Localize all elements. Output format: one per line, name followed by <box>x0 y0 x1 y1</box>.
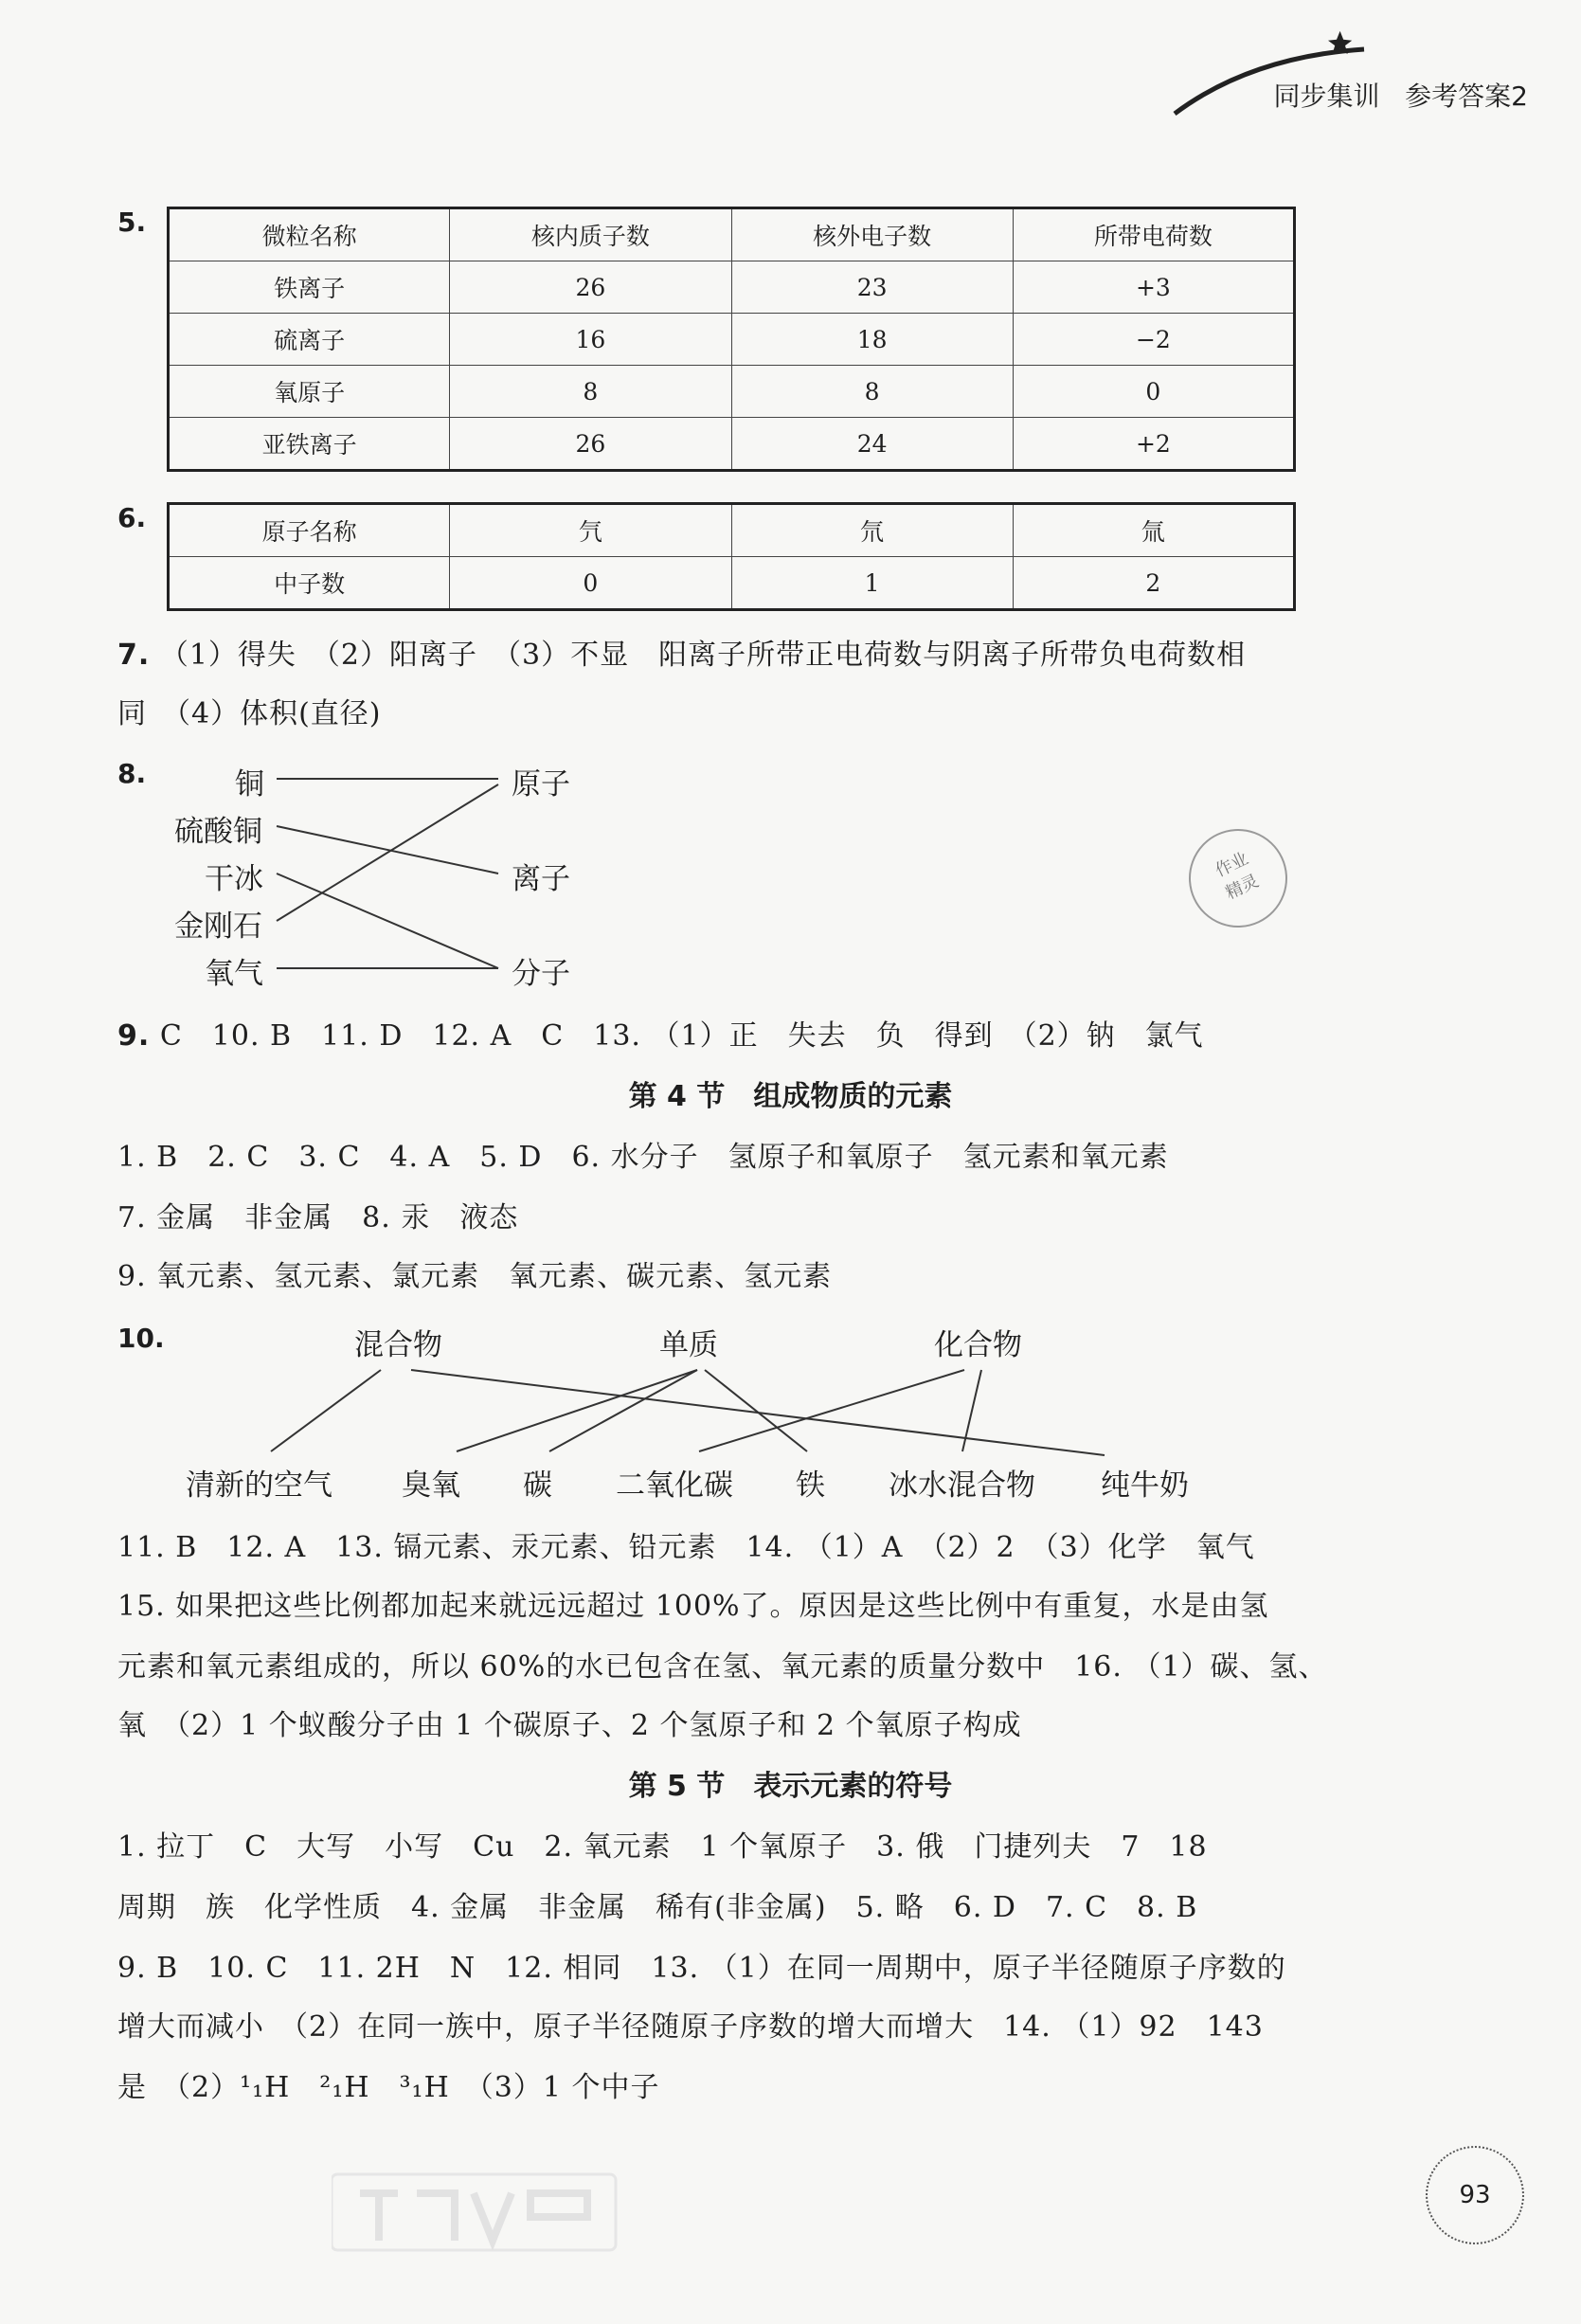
table-header-cell: 所带电荷数 <box>1013 208 1294 261</box>
table-cell: 8 <box>450 366 731 418</box>
table-cell: 氕 <box>450 504 731 557</box>
q5-number: 5. <box>117 207 147 238</box>
s5-line3: 9. B 10. C 11. 2H N 12. 相同 13. （1）在同一周期中，原子半径随原子序数的 <box>117 1952 1286 1985</box>
s4b-line2: 15. 如果把这些比例都加起来就远远超过 100%了。原因是这些比例中有重复，水是由氢 <box>117 1590 1269 1623</box>
table-cell: 1 <box>731 557 1013 610</box>
table-cell: 氚 <box>1013 504 1294 557</box>
s5-line2: 周期 族 化学性质 4. 金属 非金属 稀有(非金属) 5. 略 6. D 7. C 8. B <box>117 1891 1198 1924</box>
table-cell: 氘 <box>731 504 1013 557</box>
q7-text: （1）得失 （2）阳离子 （3）不显 阳离子所带正电荷数与阴离子所带负电荷数相 <box>159 639 1247 672</box>
s4-line3: 9. 氧元素、氢元素、氯元素 氧元素、碳元素、氢元素 <box>117 1260 833 1293</box>
q10-category: 单质 <box>659 1328 718 1362</box>
watermark-logo <box>332 2165 644 2260</box>
match-line <box>457 1370 697 1451</box>
table-cell: 2 <box>1013 557 1294 610</box>
homework-stamp: 作业 精灵 <box>1173 813 1303 944</box>
table-cell: 中子数 <box>169 557 450 610</box>
table-cell: 23 <box>731 261 1013 314</box>
page-number: 93 <box>1426 2146 1524 2244</box>
q10-item: 二氧化碳 <box>616 1468 733 1503</box>
q10-category: 化合物 <box>934 1328 1022 1362</box>
table-cell: 铁离子 <box>169 261 450 314</box>
table-cell: 16 <box>450 314 731 366</box>
table-cell: +2 <box>1013 418 1294 471</box>
s5-line5: 是 （2）¹₁H ²₁H ³₁H （3）1 个中子 <box>117 2071 660 2104</box>
table-header-cell: 核内质子数 <box>450 208 731 261</box>
q8-number: 8. <box>117 758 147 789</box>
q10-item: 纯牛奶 <box>1101 1468 1189 1503</box>
table-cell: −2 <box>1013 314 1294 366</box>
table-header-cell: 核外电子数 <box>731 208 1013 261</box>
q10-item: 碳 <box>523 1468 552 1503</box>
header-section: 参考答案2 <box>1405 81 1528 112</box>
table-header-cell: 微粒名称 <box>169 208 450 261</box>
section-5-title: 第 5 节 表示元素的符号 <box>628 1770 953 1803</box>
table-cell: 氧原子 <box>169 366 450 418</box>
q6-number: 6. <box>117 502 147 533</box>
s4-line2: 7. 金属 非金属 8. 汞 液态 <box>117 1201 519 1234</box>
s4b-line4: 氧 （2）1 个蚁酸分子由 1 个碳原子、2 个氢原子和 2 个氧原子构成 <box>117 1709 1022 1742</box>
q8-right-item: 分子 <box>512 957 570 991</box>
table-cell: 亚铁离子 <box>169 418 450 471</box>
table-cell: 18 <box>731 314 1013 366</box>
q10-item: 冰水混合物 <box>889 1468 1035 1503</box>
s5-line1: 1. 拉丁 C 大写 小写 Cu 2. 氧元素 1 个氧原子 3. 俄 门捷列夫 7 18 <box>117 1830 1208 1864</box>
s4-line1: 1. B 2. C 3. C 4. A 5. D 6. 水分子 氢原子和氧原子 氢元素和氧元素 <box>117 1141 1169 1174</box>
q8-left-item: 氧气 <box>205 957 263 991</box>
table-cell: 原子名称 <box>169 504 450 557</box>
table-cell: 0 <box>1013 366 1294 418</box>
table-cell: +3 <box>1013 261 1294 314</box>
s4b-line3: 元素和氧元素组成的，所以 60%的水已包含在氢、氧元素的质量分数中 16. （1）碳、氢、 <box>117 1650 1328 1684</box>
table-cell: 硫离子 <box>169 314 450 366</box>
q8-right-item: 离子 <box>512 862 570 896</box>
q10-item: 清新的空气 <box>186 1468 332 1503</box>
q7-line1: 7. （1）得失 （2）阳离子 （3）不显 阳离子所带正电荷数与阴离子所带负电荷数相 <box>117 639 1247 672</box>
q10-item: 臭氧 <box>402 1468 460 1503</box>
q8-left-item: 干冰 <box>205 862 263 896</box>
table-cell: 0 <box>450 557 731 610</box>
q9-13-text: C 10. B 11. D 12. A C 13. （1）正 失去 负 得到 （2）钠 氯气 <box>159 1019 1204 1053</box>
q7-line2: 同 （4）体积(直径) <box>117 697 382 730</box>
q8-left-item: 硫酸铜 <box>174 815 262 849</box>
book-title: 同步集训 <box>1273 81 1380 112</box>
q8-left-item: 铜 <box>235 767 264 802</box>
match-line <box>705 1370 807 1451</box>
table-cell: 8 <box>731 366 1013 418</box>
match-line <box>271 1370 381 1451</box>
q10-category: 混合物 <box>354 1328 442 1362</box>
table-cell: 26 <box>450 418 731 471</box>
s4b-line1: 11. B 12. A 13. 镉元素、汞元素、铅元素 14. （1）A （2）2 （3）化学 氧气 <box>117 1531 1255 1564</box>
match-line <box>549 1370 697 1451</box>
s5-line4: 增大而减小 （2）在同一族中，原子半径随原子序数的增大而增大 14. （1）92 143 <box>117 2010 1264 2044</box>
table-cell: 24 <box>731 418 1013 471</box>
table-cell: 26 <box>450 261 731 314</box>
q10-number: 10. <box>117 1323 165 1354</box>
q10-item: 铁 <box>796 1468 825 1503</box>
q9-13-line: 9. C 10. B 11. D 12. A C 13. （1）正 失去 负 得到 （2）钠 氯气 <box>117 1019 1204 1053</box>
q8-right-item: 原子 <box>512 767 570 802</box>
section-4-title: 第 4 节 组成物质的元素 <box>628 1080 953 1113</box>
q8-left-item: 金刚石 <box>174 910 262 944</box>
